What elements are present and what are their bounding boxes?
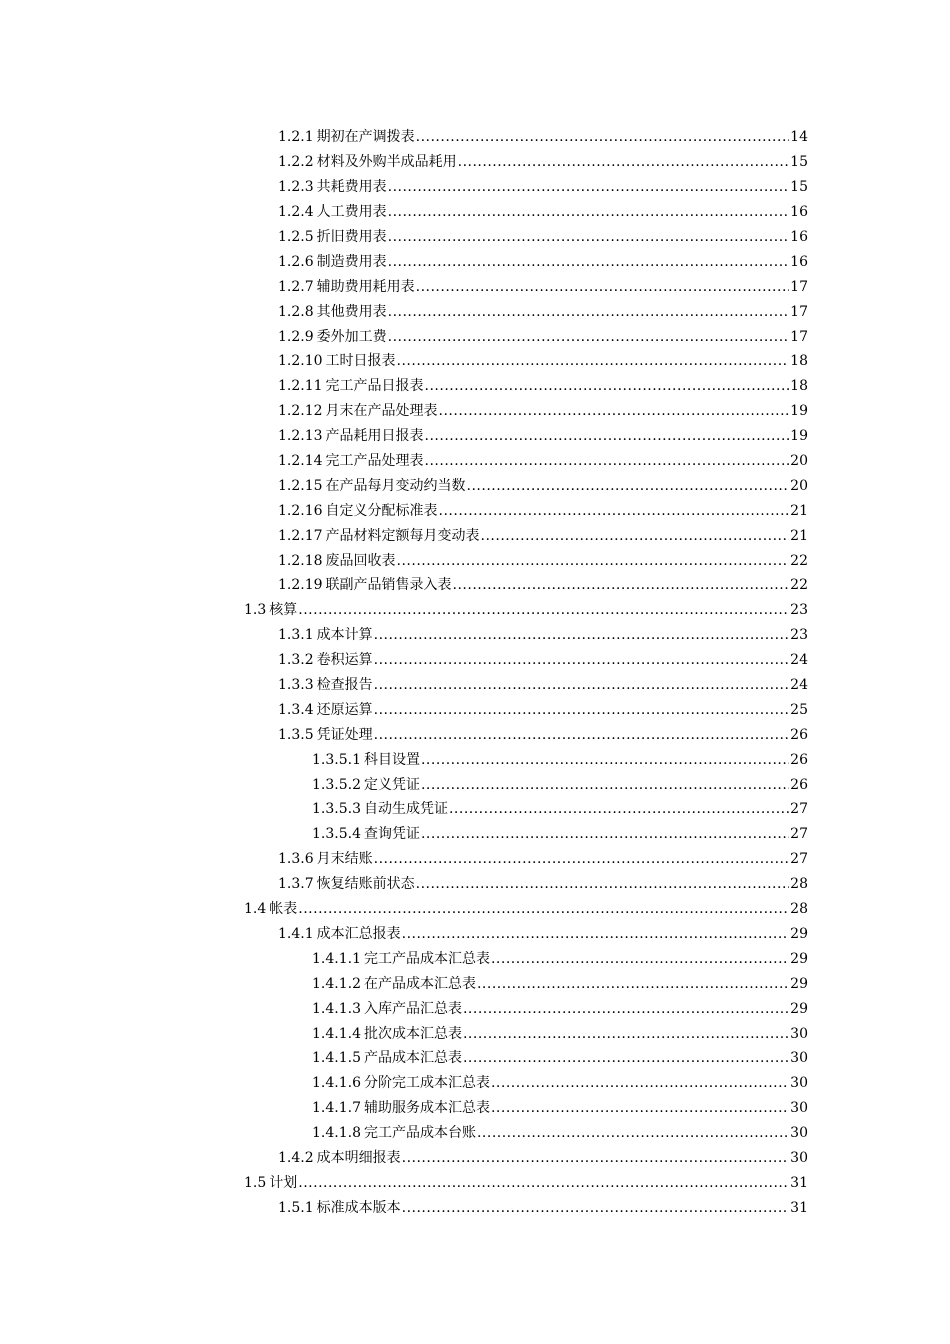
toc-entry-page: 25 xyxy=(790,701,808,718)
toc-entry[interactable] xyxy=(0,1195,950,1220)
toc-entry-line xyxy=(278,454,808,468)
toc-leader-dots xyxy=(388,330,790,344)
toc-entry-number: 1.2.16 xyxy=(278,502,323,519)
toc-leader-dots xyxy=(374,703,790,717)
toc-entry-page: 31 xyxy=(790,1174,808,1191)
toc-entry[interactable] xyxy=(0,150,950,175)
toc-entry-page: 17 xyxy=(790,328,808,345)
toc-entry-page: 24 xyxy=(790,677,808,694)
toc-entry-title: 折旧费用表 xyxy=(316,229,387,245)
toc-entry-title: 入库产品汇总表 xyxy=(363,1000,462,1017)
toc-entry[interactable] xyxy=(0,822,950,847)
toc-entry-line xyxy=(312,778,808,792)
toc-entry[interactable] xyxy=(0,349,950,374)
toc-leader-dots xyxy=(374,728,790,742)
toc-entry-number: 1.2.8 xyxy=(278,303,314,320)
toc-entry-page: 23 xyxy=(790,602,808,619)
toc-entry[interactable] xyxy=(0,249,950,274)
toc-leader-dots xyxy=(467,479,790,493)
toc-entry[interactable] xyxy=(0,847,950,872)
toc-entry[interactable] xyxy=(0,200,950,225)
toc-entry-number: 1.2.4 xyxy=(278,204,314,221)
toc-entry-page: 16 xyxy=(790,229,808,245)
toc-leader-dots xyxy=(298,1176,789,1190)
toc-entry-page: 27 xyxy=(790,801,808,818)
toc-entry-page: 29 xyxy=(790,975,808,992)
toc-entry-line xyxy=(244,1176,808,1190)
toc-entry-title: 完工产品成本汇总表 xyxy=(363,950,490,967)
toc-entry-page: 30 xyxy=(790,1025,808,1042)
toc-entry-number: 1.5 xyxy=(244,1174,267,1191)
toc-entry-number: 1.4.2 xyxy=(278,1149,314,1166)
toc-entry-title: 批次成本汇总表 xyxy=(363,1025,462,1042)
toc-entry-page: 28 xyxy=(790,876,808,893)
toc-entry-title: 月末结账 xyxy=(316,851,373,868)
toc-entry-title: 联副产品销售录入表 xyxy=(325,577,452,594)
toc-entry-number: 1.3.5.4 xyxy=(312,826,361,843)
toc-entry-line xyxy=(278,728,808,742)
toc-entry[interactable] xyxy=(0,299,950,324)
toc-entry-page: 29 xyxy=(790,1000,808,1017)
toc-entry-line xyxy=(278,653,808,667)
toc-leader-dots xyxy=(463,1051,789,1065)
toc-entry-line xyxy=(278,180,808,194)
toc-leader-dots xyxy=(421,753,789,767)
toc-entry[interactable] xyxy=(0,697,950,722)
toc-entry-line xyxy=(312,977,808,991)
toc-entry-number: 1.4.1.4 xyxy=(312,1025,361,1042)
toc-entry-page: 29 xyxy=(790,925,808,942)
toc-entry-page: 30 xyxy=(790,1125,808,1142)
toc-entry-number: 1.2.13 xyxy=(278,428,323,445)
toc-entry[interactable] xyxy=(0,399,950,424)
toc-leader-dots xyxy=(477,1126,789,1140)
toc-entry-page: 14 xyxy=(790,129,808,146)
toc-entry-page: 20 xyxy=(790,477,808,494)
toc-entry-number: 1.2.6 xyxy=(278,253,314,270)
toc-entry[interactable] xyxy=(0,772,950,797)
toc-entry-title: 恢复结账前状态 xyxy=(316,876,415,893)
toc-entry-number: 1.4.1 xyxy=(278,925,314,942)
toc-entry-title: 检查报告 xyxy=(316,677,373,694)
toc-entry[interactable] xyxy=(0,449,950,474)
toc-entry[interactable] xyxy=(0,897,950,922)
toc-leader-dots xyxy=(388,205,790,219)
toc-leader-dots xyxy=(425,454,790,468)
toc-entry[interactable] xyxy=(0,946,950,971)
toc-entry[interactable] xyxy=(0,274,950,299)
toc-leader-dots xyxy=(298,902,789,916)
toc-entry[interactable] xyxy=(0,996,950,1021)
toc-entry-number: 1.2.2 xyxy=(278,154,314,171)
toc-entry-number: 1.2.5 xyxy=(278,229,314,245)
toc-entry[interactable] xyxy=(0,922,950,947)
toc-entry-page: 26 xyxy=(790,776,808,793)
toc-leader-dots xyxy=(439,404,790,418)
toc-entry[interactable] xyxy=(0,374,950,399)
toc-entry-title: 委外加工费 xyxy=(316,328,387,345)
toc-leader-dots xyxy=(463,1002,789,1016)
toc-entry-page: 22 xyxy=(790,552,808,569)
toc-entry-page: 30 xyxy=(790,1050,808,1067)
toc-entry-number: 1.3.6 xyxy=(278,851,314,868)
toc-entry-number: 1.4.1.6 xyxy=(312,1075,361,1092)
toc-entry-title: 计划 xyxy=(269,1174,298,1191)
toc-entry[interactable] xyxy=(0,324,950,349)
toc-leader-dots xyxy=(453,578,790,592)
toc-entry-page: 29 xyxy=(790,950,808,967)
toc-entry-number: 1.2.14 xyxy=(278,453,323,470)
toc-entry-title: 自动生成凭证 xyxy=(363,801,448,818)
toc-entry-line xyxy=(312,1101,808,1115)
toc-entry[interactable] xyxy=(0,125,950,150)
toc-entry[interactable] xyxy=(0,673,950,698)
toc-entry-number: 1.2.15 xyxy=(278,477,323,494)
toc-entry-number: 1.2.19 xyxy=(278,577,323,594)
toc-entry-title: 其他费用表 xyxy=(316,303,387,320)
toc-entry-title: 帐表 xyxy=(269,901,298,918)
toc-entry-number: 1.3.5.1 xyxy=(312,751,361,768)
toc-entry-title: 成本计算 xyxy=(316,627,373,644)
toc-entry-page: 24 xyxy=(790,652,808,669)
toc-entry-line xyxy=(312,952,808,966)
toc-leader-dots xyxy=(449,802,789,816)
toc-leader-dots xyxy=(463,1027,789,1041)
toc-leader-dots xyxy=(491,1101,789,1115)
toc-entry-number: 1.3.1 xyxy=(278,627,314,644)
toc-entry-line xyxy=(312,1076,808,1090)
toc-entry-number: 1.2.18 xyxy=(278,552,323,569)
toc-leader-dots xyxy=(397,354,790,368)
toc-entry-page: 28 xyxy=(790,901,808,918)
toc-entry-page: 17 xyxy=(790,303,808,320)
toc-entry-number: 1.2.7 xyxy=(278,278,314,295)
toc-entry-number: 1.3.5 xyxy=(278,726,314,743)
toc-entry-title: 核算 xyxy=(269,602,298,619)
toc-entry-page: 15 xyxy=(790,179,808,196)
toc-entry-line xyxy=(312,1126,808,1140)
toc-entry[interactable] xyxy=(0,523,950,548)
toc-entry-line xyxy=(312,1051,808,1065)
toc-entry-title: 标准成本版本 xyxy=(316,1199,401,1216)
toc-entry-page: 21 xyxy=(790,502,808,519)
toc-entry-page: 26 xyxy=(790,726,808,743)
toc-entry-line xyxy=(312,802,808,816)
toc-entry[interactable] xyxy=(0,573,950,598)
toc-entry-number: 1.2.17 xyxy=(278,527,323,544)
toc-entry-line xyxy=(278,927,808,941)
toc-entry-page: 30 xyxy=(790,1075,808,1092)
toc-entry-line xyxy=(278,305,808,319)
toc-entry[interactable] xyxy=(0,175,950,200)
toc-entry-line xyxy=(278,155,808,169)
toc-leader-dots xyxy=(421,827,789,841)
toc-leader-dots xyxy=(416,877,790,891)
toc-entry-title: 制造费用表 xyxy=(316,253,387,270)
toc-entry-line xyxy=(244,603,808,617)
table-of-contents xyxy=(0,125,950,1220)
toc-leader-dots xyxy=(402,1151,790,1165)
toc-leader-dots xyxy=(388,255,790,269)
toc-entry-title: 自定义分配标准表 xyxy=(325,502,438,519)
toc-entry-number: 1.3.3 xyxy=(278,677,314,694)
toc-entry-title: 废品回收表 xyxy=(325,552,396,569)
toc-leader-dots xyxy=(402,1201,790,1215)
toc-entry-title: 辅助费用耗用表 xyxy=(316,278,415,295)
toc-leader-dots xyxy=(388,180,790,194)
toc-leader-dots xyxy=(481,529,790,543)
toc-entry-line xyxy=(312,1002,808,1016)
toc-entry-title: 人工费用表 xyxy=(316,204,387,221)
toc-leader-dots xyxy=(421,778,789,792)
toc-entry[interactable] xyxy=(0,623,950,648)
toc-entry-page: 16 xyxy=(790,204,808,221)
toc-leader-dots xyxy=(425,379,790,393)
toc-entry-line xyxy=(312,1027,808,1041)
toc-entry-title: 还原运算 xyxy=(316,701,373,718)
toc-leader-dots xyxy=(477,977,789,991)
toc-entry-line xyxy=(278,205,808,219)
toc-entry-number: 1.3.4 xyxy=(278,701,314,718)
toc-entry-line xyxy=(278,1151,808,1165)
toc-entry[interactable] xyxy=(0,473,950,498)
toc-entry-title: 产品成本汇总表 xyxy=(363,1050,462,1067)
toc-leader-dots xyxy=(491,952,789,966)
toc-leader-dots xyxy=(439,504,790,518)
toc-entry-line xyxy=(278,330,808,344)
toc-entry-line xyxy=(278,230,808,244)
toc-entry[interactable] xyxy=(0,722,950,747)
toc-entry-title: 科目设置 xyxy=(363,751,420,768)
toc-entry-title: 工时日报表 xyxy=(325,353,396,370)
toc-entry[interactable] xyxy=(0,225,950,250)
toc-entry-line xyxy=(278,554,808,568)
toc-entry-line xyxy=(278,255,808,269)
toc-entry[interactable] xyxy=(0,1096,950,1121)
toc-entry-page: 19 xyxy=(790,403,808,420)
toc-entry-line xyxy=(278,479,808,493)
toc-leader-dots xyxy=(374,852,790,866)
toc-entry-title: 材料及外购半成品耗用 xyxy=(316,154,457,171)
toc-leader-dots xyxy=(425,429,790,443)
toc-entry-line xyxy=(278,354,808,368)
toc-entry-page: 30 xyxy=(790,1100,808,1117)
toc-leader-dots xyxy=(402,927,790,941)
toc-entry-page: 19 xyxy=(790,428,808,445)
toc-entry-number: 1.2.11 xyxy=(278,378,323,395)
toc-entry[interactable] xyxy=(0,872,950,897)
toc-leader-dots xyxy=(491,1076,789,1090)
toc-entry-line xyxy=(278,852,808,866)
toc-entry-line xyxy=(278,678,808,692)
toc-entry-number: 1.4.1.7 xyxy=(312,1100,361,1117)
toc-entry-line xyxy=(278,578,808,592)
toc-entry-title: 凭证处理 xyxy=(316,726,373,743)
toc-leader-dots xyxy=(416,130,790,144)
toc-entry-number: 1.3.5.3 xyxy=(312,801,361,818)
toc-entry-line xyxy=(278,628,808,642)
toc-entry-line xyxy=(244,902,808,916)
toc-entry-page: 21 xyxy=(790,527,808,544)
toc-entry-title: 月末在产品处理表 xyxy=(325,403,438,420)
toc-entry-title: 成本明细报表 xyxy=(316,1149,401,1166)
toc-entry-line xyxy=(278,504,808,518)
toc-entry-number: 1.3.2 xyxy=(278,652,314,669)
toc-entry-title: 在产品每月变动约当数 xyxy=(325,477,466,494)
toc-leader-dots xyxy=(298,603,789,617)
toc-entry-title: 辅助服务成本汇总表 xyxy=(363,1100,490,1117)
toc-entry-number: 1.4.1.3 xyxy=(312,1000,361,1017)
toc-entry-page: 27 xyxy=(790,851,808,868)
toc-entry[interactable] xyxy=(0,747,950,772)
toc-entry-number: 1.4.1.2 xyxy=(312,975,361,992)
toc-entry-line xyxy=(278,529,808,543)
toc-leader-dots xyxy=(416,280,790,294)
toc-entry-line xyxy=(278,404,808,418)
toc-entry-line xyxy=(312,827,808,841)
toc-entry[interactable] xyxy=(0,1121,950,1146)
toc-entry-number: 1.4.1.5 xyxy=(312,1050,361,1067)
toc-entry-title: 完工产品成本台账 xyxy=(363,1125,476,1142)
toc-entry-number: 1.2.12 xyxy=(278,403,323,420)
toc-entry[interactable] xyxy=(0,498,950,523)
toc-entry-title: 成本汇总报表 xyxy=(316,925,401,942)
toc-leader-dots xyxy=(374,678,790,692)
toc-entry[interactable] xyxy=(0,971,950,996)
toc-entry-line xyxy=(278,429,808,443)
toc-entry-page: 16 xyxy=(790,253,808,270)
toc-leader-dots xyxy=(374,653,790,667)
toc-leader-dots xyxy=(397,554,790,568)
toc-entry-title: 共耗费用表 xyxy=(316,179,387,196)
toc-entry-number: 1.2.10 xyxy=(278,353,323,370)
toc-entry-title: 完工产品日报表 xyxy=(325,378,424,395)
toc-leader-dots xyxy=(458,155,790,169)
toc-entry[interactable] xyxy=(0,598,950,623)
toc-entry-page: 20 xyxy=(790,453,808,470)
toc-entry-title: 定义凭证 xyxy=(363,776,420,793)
toc-entry-number: 1.3.7 xyxy=(278,876,314,893)
toc-entry-title: 分阶完工成本汇总表 xyxy=(363,1075,490,1092)
toc-entry-page: 22 xyxy=(790,577,808,594)
toc-entry-line xyxy=(278,703,808,717)
toc-entry-title: 卷积运算 xyxy=(316,652,373,669)
toc-entry-number: 1.3 xyxy=(244,602,267,619)
toc-entry-line xyxy=(278,379,808,393)
toc-entry-title: 产品材料定额每月变动表 xyxy=(325,527,480,544)
toc-entry-line xyxy=(312,753,808,767)
toc-entry-page: 18 xyxy=(790,353,808,370)
toc-entry[interactable] xyxy=(0,1046,950,1071)
toc-entry-number: 1.2.9 xyxy=(278,328,314,345)
toc-entry-page: 15 xyxy=(790,154,808,171)
toc-leader-dots xyxy=(388,230,790,244)
toc-entry-number: 1.4.1.1 xyxy=(312,950,361,967)
toc-entry-page: 18 xyxy=(790,378,808,395)
toc-leader-dots xyxy=(388,305,790,319)
toc-entry-title: 产品耗用日报表 xyxy=(325,428,424,445)
toc-entry-number: 1.4 xyxy=(244,901,267,918)
toc-entry-number: 1.2.1 xyxy=(278,129,314,146)
toc-entry-page: 27 xyxy=(790,826,808,843)
toc-entry[interactable] xyxy=(0,648,950,673)
toc-entry-title: 完工产品处理表 xyxy=(325,453,424,470)
toc-entry[interactable] xyxy=(0,548,950,573)
toc-entry-line xyxy=(278,130,808,144)
toc-entry-number: 1.2.3 xyxy=(278,179,314,196)
toc-entry-page: 17 xyxy=(790,278,808,295)
toc-entry[interactable] xyxy=(0,1071,950,1096)
toc-entry-page: 31 xyxy=(790,1199,808,1216)
toc-entry-page: 23 xyxy=(790,627,808,644)
toc-entry[interactable] xyxy=(0,1146,950,1171)
toc-entry[interactable] xyxy=(0,1021,950,1046)
toc-entry-page: 30 xyxy=(790,1149,808,1166)
toc-entry-title: 在产品成本汇总表 xyxy=(363,975,476,992)
toc-entry-number: 1.3.5.2 xyxy=(312,776,361,793)
toc-entry-page: 26 xyxy=(790,751,808,768)
toc-entry-title: 期初在产调拨表 xyxy=(316,129,415,146)
toc-entry-line xyxy=(278,877,808,891)
toc-entry-number: 1.4.1.8 xyxy=(312,1125,361,1142)
toc-entry-title: 查询凭证 xyxy=(363,826,420,843)
toc-entry[interactable] xyxy=(0,1170,950,1195)
toc-entry-number: 1.5.1 xyxy=(278,1199,314,1216)
toc-entry-line xyxy=(278,1201,808,1215)
toc-leader-dots xyxy=(374,628,790,642)
toc-entry-line xyxy=(278,280,808,294)
toc-entry[interactable] xyxy=(0,424,950,449)
toc-entry[interactable] xyxy=(0,797,950,822)
